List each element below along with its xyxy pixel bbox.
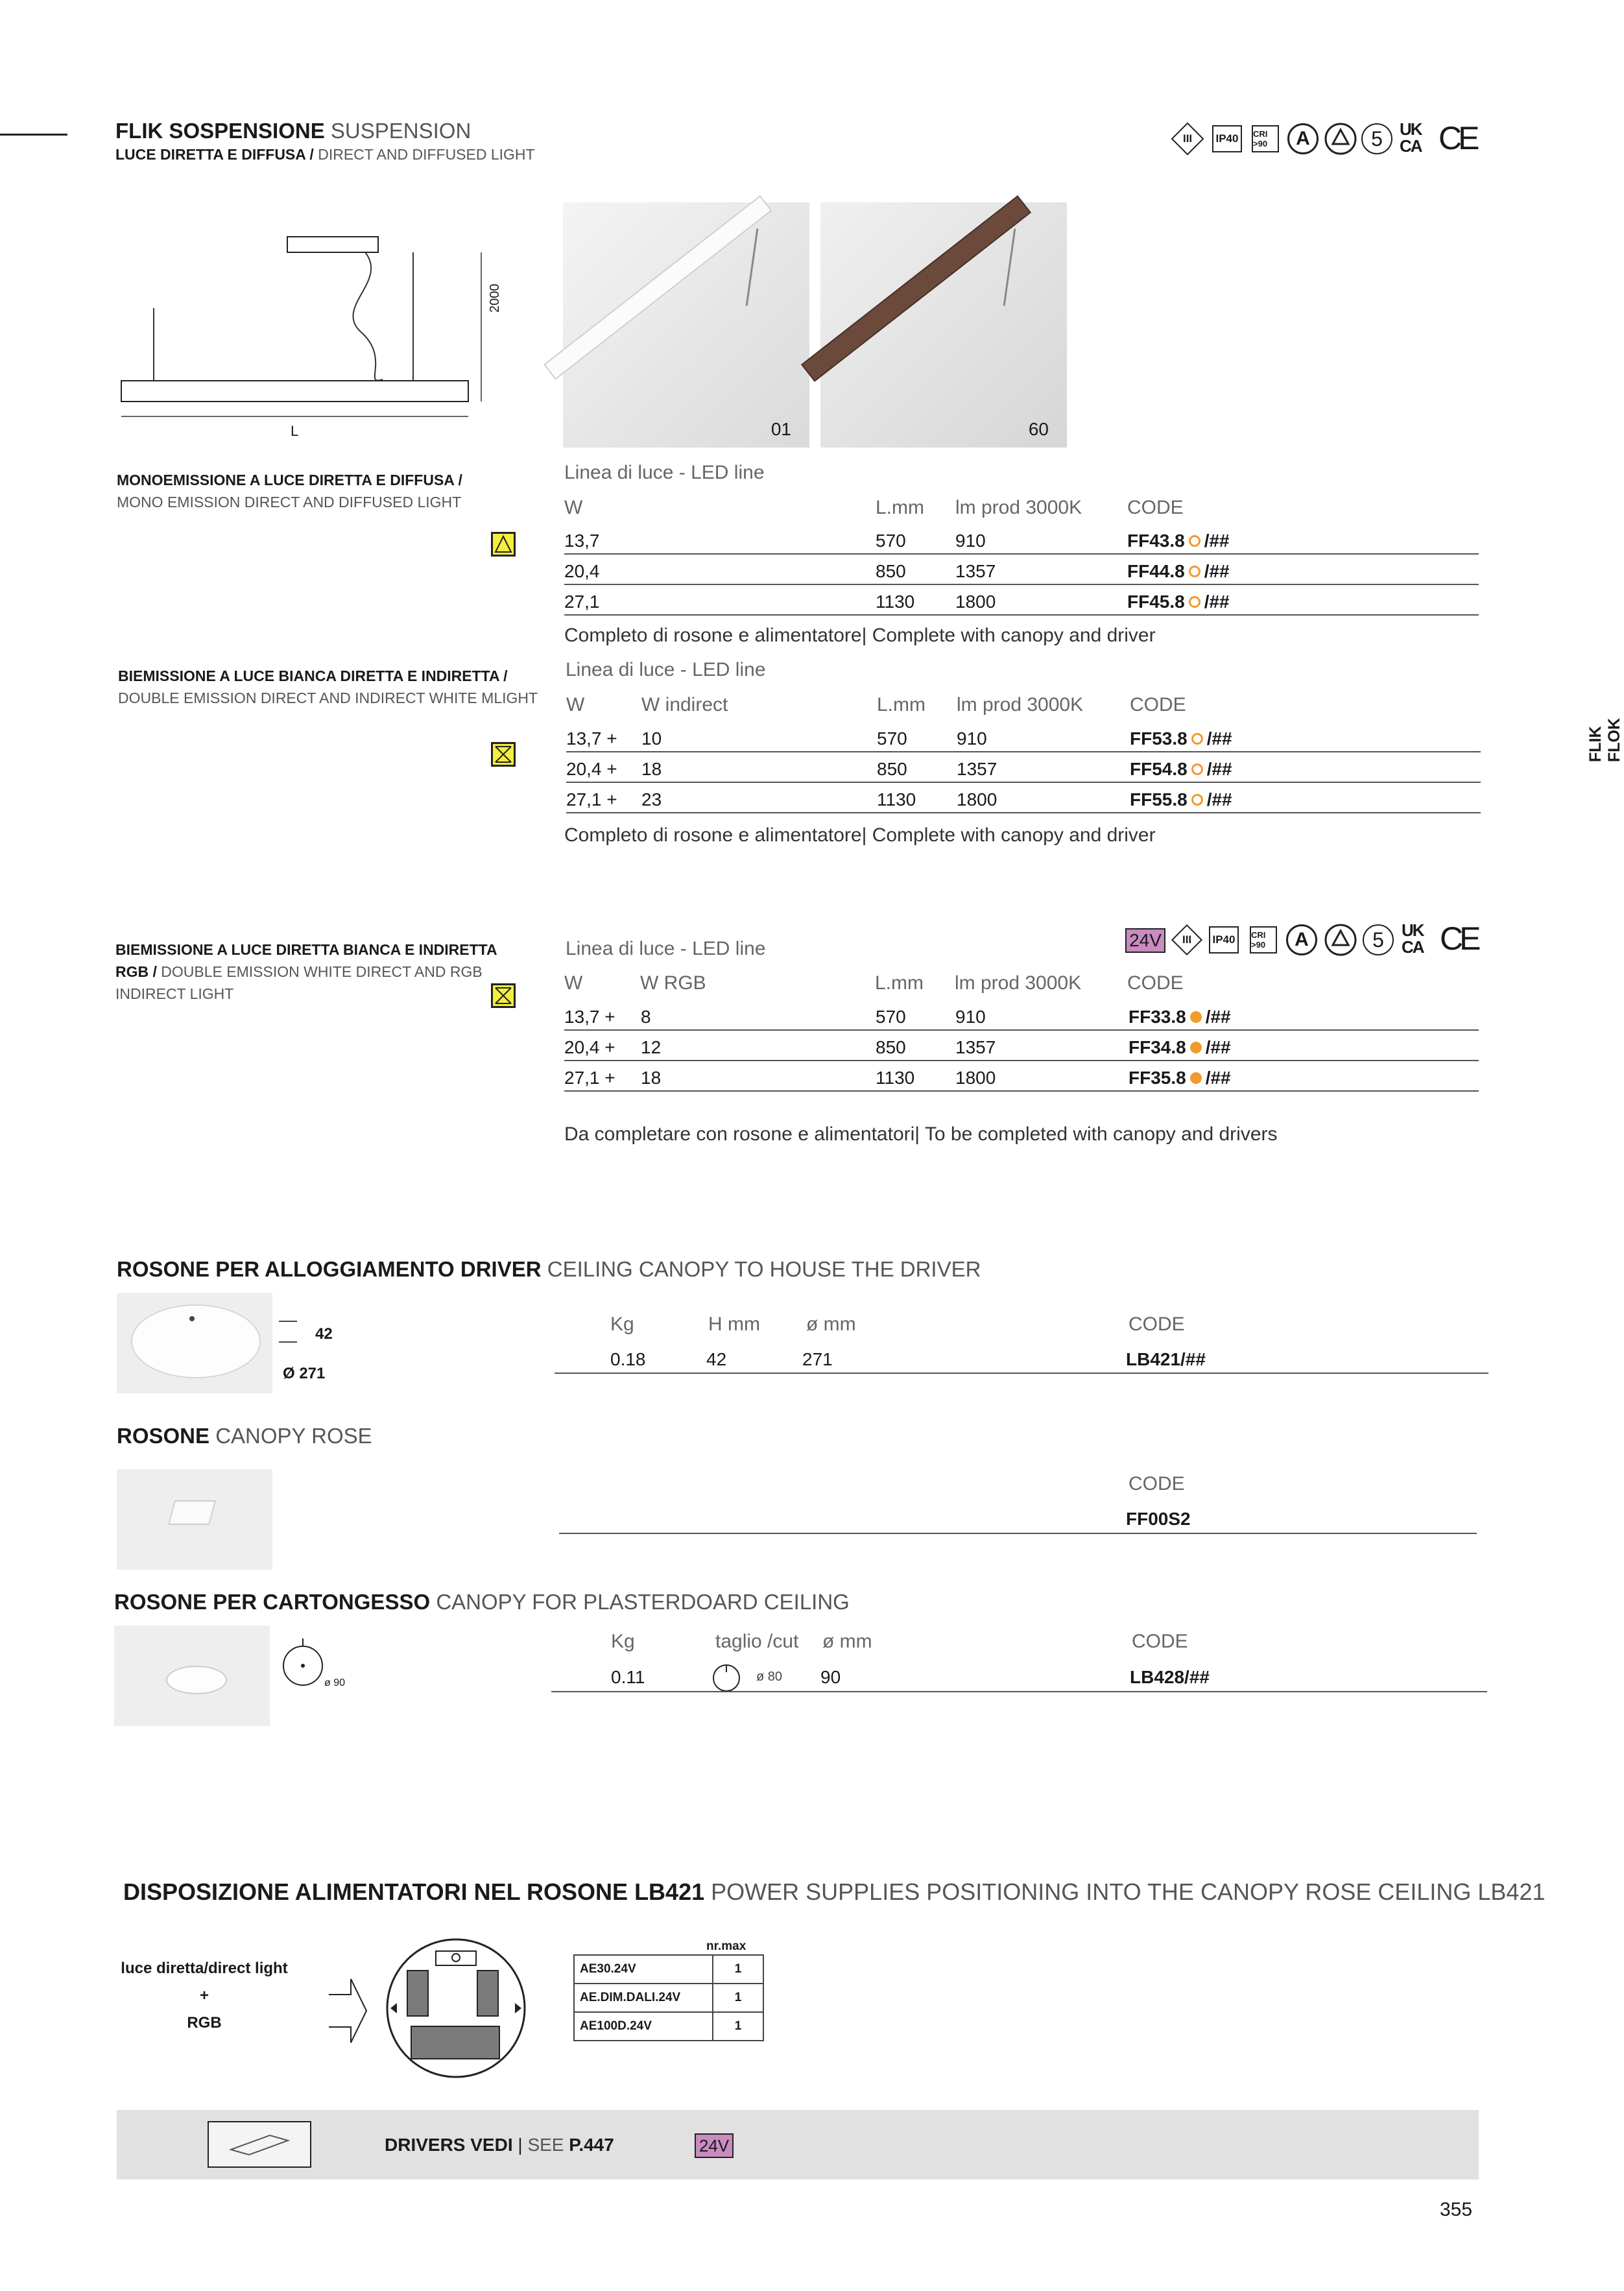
table-row: 27,1 + 18 1130 1800 FF35.8 /## — [564, 1068, 1231, 1088]
col-header: W — [566, 694, 585, 715]
ukca-icon: UK CA — [1402, 920, 1424, 957]
drivers-table — [573, 1954, 764, 2041]
canopy-plaster-title: ROSONE PER CARTONGESSO CANOPY FOR PLASTERDOARD CEILING — [114, 1590, 850, 1614]
warranty-5-icon: 5 — [1363, 924, 1394, 955]
table-row: 20,4 850 1357 FF44.8 /## — [564, 561, 1230, 581]
suspension-drawing — [117, 230, 519, 444]
table-row: AE30.24V 1 — [574, 1955, 763, 1984]
mono-emission-icon — [491, 532, 516, 557]
bi-rgb-note: Da completare con rosone e alimentatori| To be completed with canopy and drivers — [564, 1123, 1278, 1145]
positioning-labels: luce diretta/direct light + RGB — [121, 1960, 288, 2032]
table-row: 20,4 + 18 850 1357 FF54.8 /## — [566, 759, 1232, 779]
table-row: 0.11 ø 80 90 LB428/## — [611, 1667, 1480, 1690]
col-header: Kg — [611, 1631, 635, 1652]
canopy-driver-title: ROSONE PER ALLOGGIAMENTO DRIVER CEILING CANOPY TO HOUSE THE DRIVER — [117, 1257, 981, 1281]
col-header: L.mm — [875, 972, 924, 994]
drivers-see-link[interactable]: DRIVERS VEDI | SEE P.447 — [385, 2135, 614, 2155]
col-header: CODE — [1132, 1631, 1188, 1652]
header-rule — [0, 134, 67, 136]
cut-circle-icon — [711, 1663, 741, 1693]
row-divider — [566, 751, 1481, 752]
cri-icon: CRI >90 — [1252, 125, 1279, 152]
drawing-height-label: 2000 — [488, 283, 502, 313]
canopy-rose-title: ROSONE CANOPY ROSE — [117, 1424, 372, 1448]
table-row: 20,4 + 12 850 1357 FF34.8 /## — [564, 1037, 1231, 1057]
positioning-title: DISPOSIZIONE ALIMENTATORI NEL ROSONE LB421 POWER SUPPLIES POSITIONING INTO THE CANOPY ROSE CEILING LB421 — [123, 1878, 1546, 1905]
table-row: AE100D.24V 1 — [574, 2012, 763, 2041]
row-divider — [551, 1691, 1487, 1692]
col-header: taglio /cut — [715, 1631, 799, 1652]
table-row: 13,7 570 910 FF43.8 /## — [564, 531, 1230, 551]
canopy-rose-photo — [117, 1469, 272, 1570]
recycle-icon — [1324, 122, 1357, 156]
col-header: ø mm — [806, 1313, 856, 1335]
page-number: 355 — [1440, 2199, 1473, 2220]
bi-rgb-description: BIEMISSIONE A LUCE DIRETTA BIANCA E INDIRETTA RGB / DOUBLE EMISSION WHITE DIRECT AND RGB INDIRECT LIGHT — [115, 941, 497, 1002]
ip40-icon: IP40 — [1209, 926, 1239, 954]
plaster-canopy-dim: ø 90 — [324, 1677, 346, 1688]
col-header: L.mm — [876, 497, 924, 518]
product-photo-white — [563, 202, 809, 448]
nr-max-header: nr.max — [706, 1939, 746, 1953]
mono-line-title: Linea di luce - LED line — [564, 462, 765, 483]
class-iii-icon: III — [1171, 924, 1202, 955]
page-subtitle: LUCE DIRETTA E DIFFUSA / DIRECT AND DIFFUSED LIGHT — [115, 146, 535, 163]
row-divider — [564, 1029, 1479, 1031]
energy-class-icon: A — [1287, 123, 1319, 154]
table-row: 27,1 + 23 1130 1800 FF55.8 /## — [566, 789, 1232, 810]
col-header: L.mm — [877, 694, 925, 715]
col-header: lm prod 3000K — [955, 497, 1082, 518]
canopy-driver-layout-diagram — [381, 1932, 531, 2081]
ip40-icon: IP40 — [1212, 125, 1242, 152]
table-row: 13,7 + 10 570 910 FF53.8 /## — [566, 728, 1232, 749]
table-row: AE.DIM.DALI.24V 1 — [574, 1984, 763, 2012]
row-divider — [566, 782, 1481, 783]
table-row: 0.18 42 271 LB421/## — [610, 1349, 1206, 1369]
table-row: 13,7 + 8 570 910 FF33.8 /## — [564, 1007, 1231, 1027]
double-emission-icon — [491, 742, 516, 767]
canopy-driver-diameter: Ø 271 — [283, 1365, 326, 1382]
row-divider — [566, 812, 1481, 813]
row-divider — [564, 1090, 1479, 1092]
canopy-driver-photo — [117, 1293, 272, 1393]
cri-icon: CRI >90 — [1250, 926, 1277, 954]
col-header: Kg — [610, 1313, 634, 1335]
arrow-right-icon — [328, 1975, 368, 2046]
voltage-badge: 24V — [1125, 928, 1165, 953]
table-row: 27,1 1130 1800 FF45.8 /## — [564, 592, 1230, 612]
ukca-icon: UK CA — [1400, 119, 1422, 156]
col-header: CODE — [1127, 972, 1184, 994]
col-header: W — [564, 497, 583, 518]
energy-class-icon: A — [1286, 924, 1317, 955]
voltage-badge: 24V — [695, 2133, 734, 2158]
bi-white-description: BIEMISSIONE A LUCE BIANCA DIRETTA E INDIRETTA / DOUBLE EMISSION DIRECT AND INDIRECT WHITE MLIGHT — [118, 667, 538, 706]
bi-white-note: Completo di rosone e alimentatore| Complete with canopy and driver — [564, 824, 1156, 846]
col-header: lm prod 3000K — [957, 694, 1084, 715]
bi-rgb-line-title: Linea di luce - LED line — [566, 938, 766, 959]
driver-box-icon — [208, 2121, 311, 2168]
canopy-driver-height: 42 — [315, 1325, 333, 1343]
mono-note: Completo di rosone e alimentatore| Complete with canopy and driver — [564, 625, 1156, 646]
height-dim-mark — [279, 1321, 297, 1343]
plaster-canopy-diagram-icon — [280, 1637, 326, 1689]
page-title: FLIK SOSPENSIONE SUSPENSION — [115, 119, 472, 143]
col-header: CODE — [1128, 1473, 1185, 1494]
ce-icon: CE — [1439, 120, 1476, 156]
row-divider — [555, 1373, 1488, 1374]
col-header: H mm — [708, 1313, 760, 1335]
col-header: W RGB — [640, 972, 706, 994]
bi-white-line-title: Linea di luce - LED line — [566, 659, 766, 680]
photo-label: 60 — [1028, 419, 1049, 439]
recycle-icon — [1324, 923, 1357, 957]
col-header: CODE — [1130, 694, 1186, 715]
row-divider — [564, 1060, 1479, 1061]
row-divider — [564, 553, 1479, 555]
photo-label: 01 — [770, 419, 791, 439]
row-divider — [564, 584, 1479, 585]
class-iii-icon: III — [1171, 123, 1204, 156]
canopy-rose-code: FF00S2 — [1126, 1509, 1191, 1529]
mono-description: MONOEMISSIONE A LUCE DIRETTA E DIFFUSA / MONO EMISSION DIRECT AND DIFFUSED LIGHT — [117, 472, 462, 510]
ce-icon: CE — [1440, 920, 1477, 957]
product-photo-bronze — [820, 202, 1067, 448]
warranty-5-icon: 5 — [1361, 123, 1392, 154]
row-divider — [564, 614, 1479, 616]
drivers-footer-bar — [117, 2110, 1479, 2179]
row-divider — [559, 1533, 1477, 1534]
drawing-length-label: L — [291, 423, 299, 439]
col-header: lm prod 3000K — [955, 972, 1082, 994]
col-header: CODE — [1127, 497, 1184, 518]
double-emission-rgb-icon — [491, 983, 516, 1008]
canopy-plaster-photo — [114, 1625, 270, 1726]
col-header: CODE — [1128, 1313, 1185, 1335]
col-header: ø mm — [822, 1631, 872, 1652]
side-tab: FLIK FLOK — [1586, 717, 1623, 762]
col-header: W indirect — [641, 694, 728, 715]
col-header: W — [564, 972, 583, 994]
